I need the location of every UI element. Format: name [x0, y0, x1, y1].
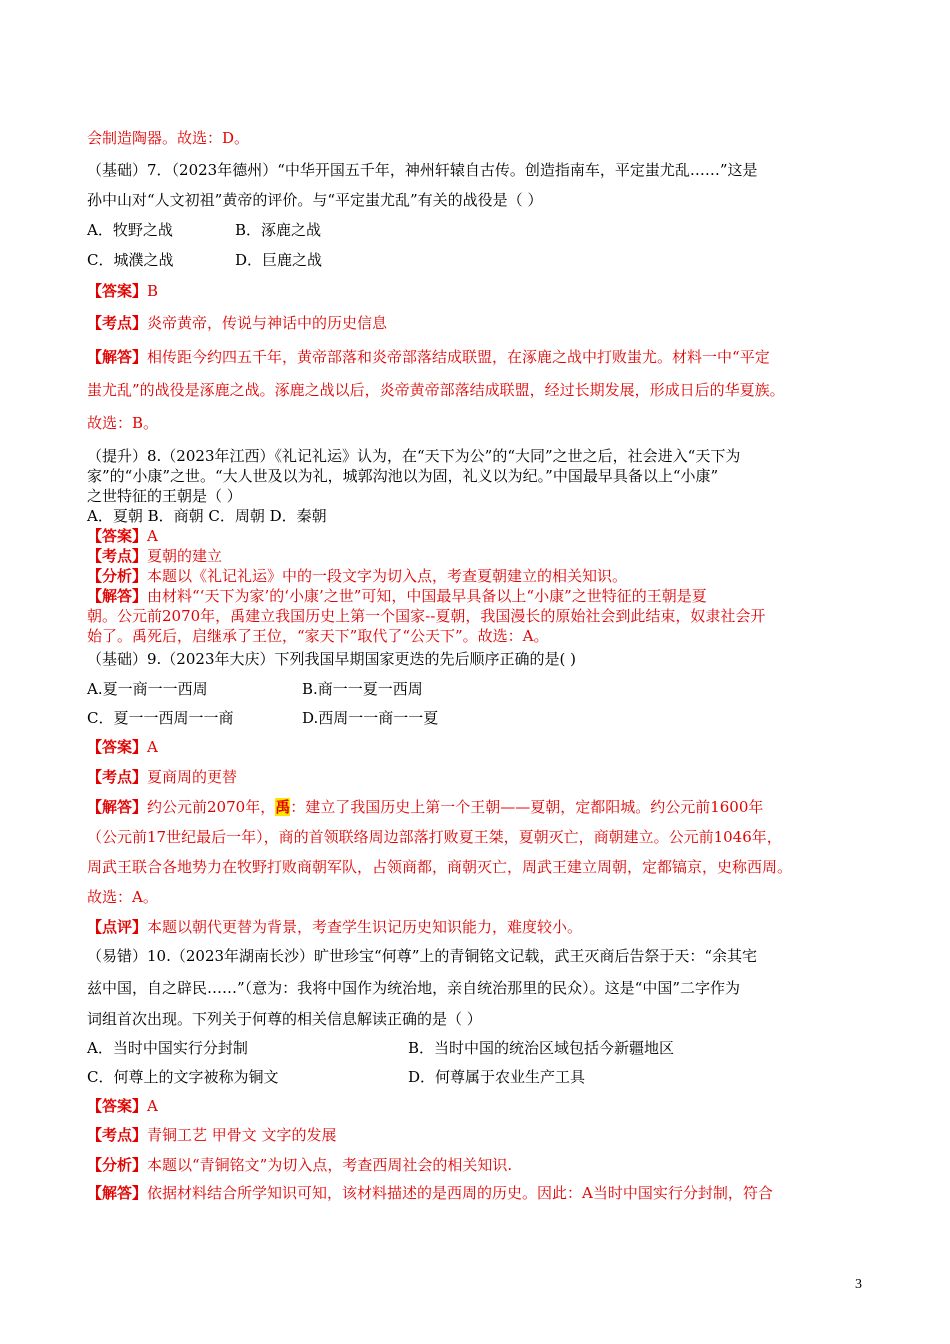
- prev-answer-tail: 会制造陶器。故选：D。: [87, 129, 250, 147]
- answer-tag: 【答案】: [87, 282, 148, 300]
- jieda-text-pre: 约公元前2070年，: [147, 798, 276, 816]
- q10-jieda-line1: [87, 1183, 773, 1203]
- answer-tag: 【答案】: [87, 527, 148, 545]
- fenxi-tag: 【分析】: [87, 567, 148, 585]
- answer-value: A: [147, 738, 158, 756]
- q9-options-row1: [87, 679, 423, 699]
- jieda-text: 由材料“‘天下为家’的‘小康’之世”可知，中国最早具备以上“小康”之世特征的王朝是夏: [147, 587, 707, 605]
- q9-option-b: B.商一一夏一西周: [302, 680, 423, 698]
- kaodian-tag: 【考点】: [87, 1126, 148, 1144]
- highlighted-term: 禹: [275, 798, 291, 816]
- q10-options-row1: [87, 1038, 675, 1058]
- q10-options-row2: [87, 1067, 586, 1087]
- q10-fenxi: [87, 1155, 512, 1175]
- q10-stem-line1: （易错）10.（2023年湖南长沙）旷世珍宝“何尊”上的青铜铭文记载，武王灭商后告祭于天：“余其宅: [87, 947, 758, 965]
- q7-stem-line1: （基础）7．（2023年德州）“中华开国五千年，神州轩辕自古传。创造指南车，平定蚩尤乱……”这是: [87, 161, 758, 179]
- dianping-text: 本题以朝代更替为背景，考查学生识记历史知识能力，难度较小。: [147, 918, 583, 936]
- q7-jieda-line1: [87, 347, 770, 367]
- kaodian-tag: 【考点】: [87, 314, 148, 332]
- jieda-text: 依据材料结合所学知识可知，该材料描述的是西周的历史。因此：A当时中国实行分封制，符合: [147, 1184, 773, 1202]
- q9-kaodian: [87, 767, 237, 787]
- page-number: 3: [855, 1277, 862, 1292]
- kaodian-tag: 【考点】: [87, 547, 148, 565]
- q10-option-a: A．当时中国实行分封制: [87, 1039, 248, 1057]
- q10-option-b: B．当时中国的统治区域包括今新疆地区: [408, 1039, 675, 1057]
- answer-tag: 【答案】: [87, 1097, 148, 1115]
- kaodian-tag: 【考点】: [87, 768, 148, 786]
- fenxi-text: 本题以《礼记礼运》中的一段文字为切入点，考查夏朝建立的相关知识。: [147, 567, 628, 585]
- q9-answer: [87, 737, 158, 757]
- q8-stem-line3: 之世特征的王朝是（ ）: [87, 487, 242, 505]
- q9-option-a: A.夏一商一一西周: [87, 680, 208, 698]
- kaodian-text: 炎帝黄帝，传说与神话中的历史信息: [147, 314, 388, 332]
- q7-answer: [87, 281, 158, 301]
- jieda-text-post: ：建立了我国历史上第一个王朝——夏朝，定都阳城。约公元前1600年: [290, 798, 764, 816]
- q9-options-row2: [87, 708, 439, 728]
- q10-stem-line3: 词组首次出现。下列关于何尊的相关信息解读正确的是（ ）: [87, 1010, 482, 1028]
- jieda-tag: 【解答】: [87, 798, 148, 816]
- q7-option-c: C．城濮之战: [87, 251, 174, 269]
- q10-answer: [87, 1096, 158, 1116]
- q7-stem-line2: 孙中山对“人文初祖”黄帝的评价。与“平定蚩尤乱”有关的战役是（ ）: [87, 191, 543, 209]
- q7-options-row2: [87, 250, 323, 270]
- q7-options-row1: [87, 220, 322, 240]
- q8-kaodian: [87, 546, 222, 566]
- q9-jieda-line3: 周武王联合各地势力在牧野打败商朝军队，占领商都，商朝灭亡，周武王建立周朝，定都镐京，史称西周。: [87, 858, 793, 876]
- q9-option-c: C．夏一一西周一一商: [87, 709, 234, 727]
- q10-stem-line2: 兹中国，自之辟民……”（意为：我将中国作为统治地，亲自统治那里的民众）。这是“中国”二字作为: [87, 979, 741, 997]
- dianping-tag: 【点评】: [87, 918, 148, 936]
- jieda-tag: 【解答】: [87, 348, 148, 366]
- answer-value: A: [147, 1097, 158, 1115]
- jieda-text: 相传距今约四五千年，黄帝部落和炎帝部落结成联盟，在涿鹿之战中打败蚩尤。材料一中“平定: [147, 348, 770, 366]
- q7-option-b: B．涿鹿之战: [235, 221, 322, 239]
- jieda-tag: 【解答】: [87, 1184, 148, 1202]
- kaodian-text: 夏朝的建立: [147, 547, 223, 565]
- kaodian-text: 青铜工艺 甲骨文 文字的发展: [147, 1126, 337, 1144]
- q10-option-d: D．何尊属于农业生产工具: [408, 1068, 586, 1086]
- q7-jieda-line3: 故选：B。: [87, 414, 159, 432]
- q10-option-c: C．何尊上的文字被称为铜文: [87, 1068, 279, 1086]
- q8-jieda-line1: [87, 586, 707, 606]
- q8-jieda-line2: 朝。公元前2070年，禹建立我国历史上第一个国家--夏朝，我国漫长的原始社会到此结束，奴隶社会开: [87, 607, 766, 625]
- fenxi-text: 本题以“青铜铭文”为切入点，考查西周社会的相关知识.: [147, 1156, 513, 1174]
- q8-answer: [87, 526, 158, 546]
- q8-stem-line1: （提升）8.（2023年江西）《礼记礼运》认为，在“天下为公”的“大同”之世之后，社会进入“天下为: [87, 447, 741, 465]
- q8-jieda-line3: 始了。禹死后，启继承了王位，“家天下”取代了“公天下”。故选：A。: [87, 627, 549, 645]
- q8-fenxi: [87, 566, 627, 586]
- q8-options: A．夏朝 B．商朝 C．周朝 D．秦朝: [87, 507, 327, 525]
- q9-jieda-line4: 故选：A。: [87, 888, 158, 906]
- q9-jieda-line1: [87, 797, 763, 817]
- q9-option-d: D.西周一一商一一夏: [302, 709, 439, 727]
- fenxi-tag: 【分析】: [87, 1156, 148, 1174]
- answer-value: A: [147, 527, 158, 545]
- q10-kaodian: [87, 1125, 337, 1145]
- answer-tag: 【答案】: [87, 738, 148, 756]
- jieda-tag: 【解答】: [87, 587, 148, 605]
- q9-jieda-line2: （公元前17世纪最后一年），商的首领联络周边部落打败夏王桀，夏朝灭亡，商朝建立。公元前1046年，: [87, 828, 782, 846]
- q9-dianping: [87, 917, 582, 937]
- q7-option-a: A．牧野之战: [87, 221, 173, 239]
- q7-jieda-line2: 蚩尤乱”的战役是涿鹿之战。涿鹿之战以后，炎帝黄帝部落结成联盟，经过长期发展，形成日后的华夏族。: [87, 381, 785, 399]
- kaodian-text: 夏商周的更替: [147, 768, 238, 786]
- q8-stem-line2: 家”的“小康”之世。“大人世及以为礼，城郭沟池以为固，礼义以为纪。”中国最早具备以上“小康”: [87, 467, 719, 485]
- q7-kaodian: [87, 313, 387, 333]
- answer-value: B: [147, 282, 159, 300]
- q9-stem-line1: （基础）9.（2023年大庆）下列我国早期国家更迭的先后顺序正确的是( ): [87, 650, 576, 668]
- q7-option-d: D．巨鹿之战: [235, 251, 323, 269]
